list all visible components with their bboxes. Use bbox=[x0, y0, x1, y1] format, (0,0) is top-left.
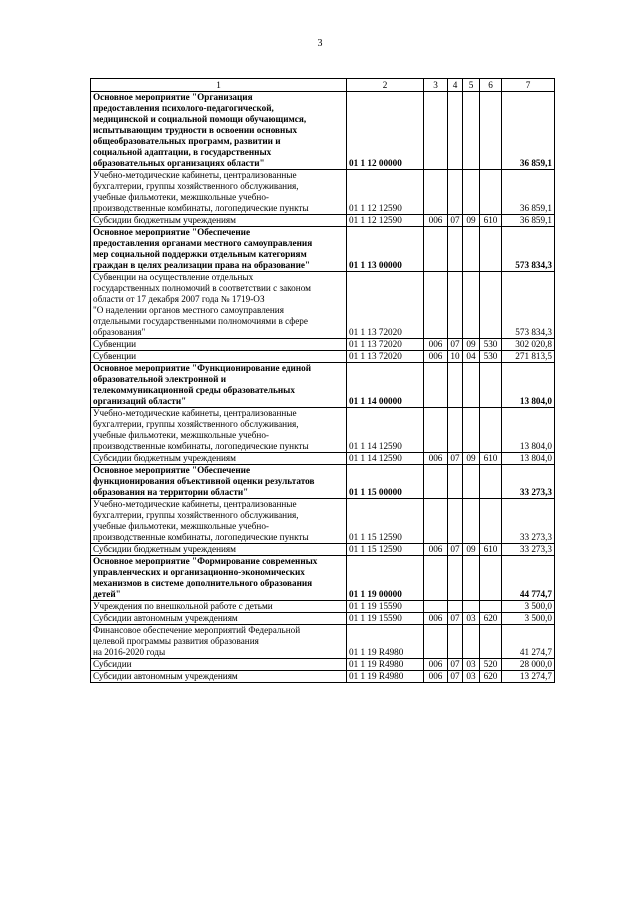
row-c3 bbox=[424, 625, 448, 659]
table-row bbox=[91, 227, 555, 272]
row-c6 bbox=[480, 601, 502, 613]
row-code: 01 1 13 72020 bbox=[347, 272, 424, 339]
header-cell: 1 bbox=[91, 79, 347, 92]
description-line: мер социальной поддержки отдельным категориям bbox=[93, 249, 307, 259]
row-amount: 13 804,0 bbox=[502, 453, 555, 465]
description-line: Субсидии бюджетным учреждениям bbox=[93, 544, 236, 554]
description-line: Учебно-методические кабинеты, централизованные bbox=[93, 408, 297, 418]
description-line: бухгалтерии, группы хозяйственного обслуживания, bbox=[93, 510, 299, 520]
row-c5: 03 bbox=[463, 659, 480, 671]
row-c4 bbox=[448, 170, 463, 215]
table-body bbox=[91, 92, 555, 683]
row-c3: 006 bbox=[424, 544, 448, 556]
row-c4 bbox=[448, 556, 463, 601]
description-line: Субвенции bbox=[93, 339, 137, 349]
row-c6 bbox=[480, 499, 502, 544]
row-c4 bbox=[448, 625, 463, 659]
row-code: 01 1 19 00000 bbox=[347, 556, 424, 601]
row-c5 bbox=[463, 272, 480, 339]
row-amount: 302 020,8 bbox=[502, 339, 555, 351]
row-description bbox=[91, 499, 347, 544]
row-c3 bbox=[424, 465, 448, 499]
row-c3 bbox=[424, 170, 448, 215]
page-number: 3 bbox=[317, 38, 323, 49]
row-c3 bbox=[424, 227, 448, 272]
table-row bbox=[91, 556, 555, 601]
row-amount: 33 273,3 bbox=[502, 499, 555, 544]
description-line: Учреждения по внешкольной работе с детьми bbox=[93, 601, 273, 611]
row-c4 bbox=[448, 499, 463, 544]
row-c5: 09 bbox=[463, 453, 480, 465]
row-amount: 3 500,0 bbox=[502, 601, 555, 613]
row-c4 bbox=[448, 227, 463, 272]
row-c5: 09 bbox=[463, 339, 480, 351]
row-c5 bbox=[463, 556, 480, 601]
description-line: области от 17 декабря 2007 года № 1719-ОЗ bbox=[93, 294, 265, 304]
row-code: 01 1 13 72020 bbox=[347, 351, 424, 363]
description-line: Субсидии бюджетным учреждениям bbox=[93, 215, 236, 225]
row-description bbox=[91, 227, 347, 272]
row-c6 bbox=[480, 272, 502, 339]
row-c5: 03 bbox=[463, 671, 480, 683]
row-description bbox=[91, 613, 347, 625]
description-line: Основное мероприятие "Обеспечение bbox=[93, 465, 251, 475]
table-row bbox=[91, 453, 555, 465]
description-line: общеобразовательных программ, развитии и bbox=[93, 136, 281, 146]
table-row bbox=[91, 408, 555, 453]
row-c5 bbox=[463, 227, 480, 272]
row-c4: 07 bbox=[448, 339, 463, 351]
row-description bbox=[91, 408, 347, 453]
row-c3: 006 bbox=[424, 215, 448, 227]
description-line: Субсидии автономным учреждениям bbox=[93, 671, 238, 681]
table-row bbox=[91, 544, 555, 556]
row-description bbox=[91, 625, 347, 659]
row-c6 bbox=[480, 465, 502, 499]
description-line: Основное мероприятие "Функционирование единой bbox=[93, 363, 312, 373]
row-c3 bbox=[424, 499, 448, 544]
description-line: образовательных организациях области" bbox=[93, 158, 265, 168]
description-line: бухгалтерии, группы хозяйственного обслуживания, bbox=[93, 419, 299, 429]
row-code: 01 1 13 72020 bbox=[347, 339, 424, 351]
description-line: Учебно-методические кабинеты, централизованные bbox=[93, 499, 297, 509]
header-row bbox=[91, 79, 555, 92]
row-description bbox=[91, 215, 347, 227]
row-description bbox=[91, 339, 347, 351]
description-line: производственные комбинаты, логопедические пункты bbox=[93, 203, 309, 213]
header-cell: 7 bbox=[502, 79, 555, 92]
row-amount: 33 273,3 bbox=[502, 544, 555, 556]
table-header bbox=[91, 79, 555, 92]
description-line: государственных полномочий в соответствии с законом bbox=[93, 283, 311, 293]
row-c4: 07 bbox=[448, 453, 463, 465]
table-row bbox=[91, 601, 555, 613]
row-c3: 006 bbox=[424, 613, 448, 625]
row-description bbox=[91, 601, 347, 613]
row-amount: 13 804,0 bbox=[502, 363, 555, 408]
row-amount: 271 813,5 bbox=[502, 351, 555, 363]
row-description bbox=[91, 92, 347, 170]
description-line: учебные фильмотеки, межшкольные учебно- bbox=[93, 192, 269, 202]
description-line: Субсидии бюджетным учреждениям bbox=[93, 453, 236, 463]
row-description bbox=[91, 556, 347, 601]
description-line: предоставления психолого-педагогической, bbox=[93, 103, 274, 113]
row-c3: 006 bbox=[424, 659, 448, 671]
description-line: Субсидии bbox=[93, 659, 132, 669]
row-c5 bbox=[463, 465, 480, 499]
description-line: Основное мероприятие "Организация bbox=[93, 92, 253, 102]
row-c3 bbox=[424, 272, 448, 339]
description-line: Субвенции на осуществление отдельных bbox=[93, 272, 254, 282]
row-c6: 610 bbox=[480, 453, 502, 465]
header-cell: 3 bbox=[424, 79, 448, 92]
row-code: 01 1 19 R4980 bbox=[347, 671, 424, 683]
row-description bbox=[91, 465, 347, 499]
description-line: учебные фильмотеки, межшкольные учебно- bbox=[93, 430, 269, 440]
row-description bbox=[91, 671, 347, 683]
row-code: 01 1 15 00000 bbox=[347, 465, 424, 499]
row-c3 bbox=[424, 556, 448, 601]
row-c6 bbox=[480, 227, 502, 272]
row-amount: 13 274,7 bbox=[502, 671, 555, 683]
header-cell: 4 bbox=[448, 79, 463, 92]
row-amount: 44 774,7 bbox=[502, 556, 555, 601]
row-c6 bbox=[480, 556, 502, 601]
row-c3: 006 bbox=[424, 339, 448, 351]
description-line: бухгалтерии, группы хозяйственного обслуживания, bbox=[93, 181, 299, 191]
header-cell: 2 bbox=[347, 79, 424, 92]
row-c5 bbox=[463, 408, 480, 453]
row-amount: 41 274,7 bbox=[502, 625, 555, 659]
row-c6 bbox=[480, 363, 502, 408]
row-amount: 36 859,1 bbox=[502, 170, 555, 215]
row-c4: 07 bbox=[448, 544, 463, 556]
row-c4: 10 bbox=[448, 351, 463, 363]
table-row bbox=[91, 170, 555, 215]
row-code: 01 1 19 15590 bbox=[347, 613, 424, 625]
description-line: телекоммуникационной среды образовательных bbox=[93, 385, 295, 395]
table-row bbox=[91, 613, 555, 625]
row-c5 bbox=[463, 499, 480, 544]
row-amount: 3 500,0 bbox=[502, 613, 555, 625]
table-row bbox=[91, 351, 555, 363]
row-amount: 28 000,0 bbox=[502, 659, 555, 671]
row-c3 bbox=[424, 363, 448, 408]
row-c3 bbox=[424, 408, 448, 453]
row-c4 bbox=[448, 272, 463, 339]
table-row bbox=[91, 659, 555, 671]
table-row bbox=[91, 272, 555, 339]
row-amount: 573 834,3 bbox=[502, 272, 555, 339]
row-c4: 07 bbox=[448, 659, 463, 671]
description-line: Основное мероприятие "Формирование современных bbox=[93, 556, 318, 566]
row-c6 bbox=[480, 92, 502, 170]
row-c5 bbox=[463, 363, 480, 408]
row-c6: 520 bbox=[480, 659, 502, 671]
row-c4: 07 bbox=[448, 613, 463, 625]
row-description bbox=[91, 351, 347, 363]
row-code: 01 1 13 00000 bbox=[347, 227, 424, 272]
row-description bbox=[91, 170, 347, 215]
row-description bbox=[91, 363, 347, 408]
row-c6: 610 bbox=[480, 544, 502, 556]
row-c6: 530 bbox=[480, 339, 502, 351]
row-c6: 620 bbox=[480, 613, 502, 625]
row-code: 01 1 14 12590 bbox=[347, 453, 424, 465]
row-c4 bbox=[448, 408, 463, 453]
row-c4 bbox=[448, 465, 463, 499]
row-c5 bbox=[463, 170, 480, 215]
row-c4 bbox=[448, 363, 463, 408]
description-line: социальной адаптации, в государственных bbox=[93, 147, 272, 157]
description-line: испытывающим трудности в освоении основных bbox=[93, 125, 298, 135]
row-c5 bbox=[463, 601, 480, 613]
row-description bbox=[91, 544, 347, 556]
description-line: на 2016-2020 годы bbox=[93, 647, 166, 657]
description-line: образования на территории области" bbox=[93, 487, 249, 497]
description-line: граждан в целях реализации права на образование" bbox=[93, 260, 311, 270]
row-description bbox=[91, 272, 347, 339]
row-amount: 36 859,1 bbox=[502, 215, 555, 227]
description-line: Финансовое обеспечение мероприятий Федеральной bbox=[93, 625, 301, 635]
row-amount: 33 273,3 bbox=[502, 465, 555, 499]
table-row bbox=[91, 339, 555, 351]
budget-table bbox=[90, 78, 555, 683]
row-c5: 03 bbox=[463, 613, 480, 625]
row-c3: 006 bbox=[424, 671, 448, 683]
table-row bbox=[91, 465, 555, 499]
row-c5: 09 bbox=[463, 215, 480, 227]
row-c4 bbox=[448, 92, 463, 170]
description-line: целевой программы развития образования bbox=[93, 636, 259, 646]
description-line: организаций области" bbox=[93, 396, 187, 406]
table-row bbox=[91, 671, 555, 683]
row-amount: 573 834,3 bbox=[502, 227, 555, 272]
row-code: 01 1 12 12590 bbox=[347, 215, 424, 227]
table-row bbox=[91, 499, 555, 544]
description-line: "О наделении органов местного самоуправления bbox=[93, 305, 284, 315]
description-line: производственные комбинаты, логопедические пункты bbox=[93, 441, 309, 451]
description-line: управленческих и организационно-экономических bbox=[93, 567, 305, 577]
row-c6 bbox=[480, 408, 502, 453]
row-c6: 610 bbox=[480, 215, 502, 227]
row-code: 01 1 19 15590 bbox=[347, 601, 424, 613]
row-c4: 07 bbox=[448, 215, 463, 227]
row-c5 bbox=[463, 625, 480, 659]
description-line: учебные фильмотеки, межшкольные учебно- bbox=[93, 521, 269, 531]
row-c5: 04 bbox=[463, 351, 480, 363]
row-code: 01 1 12 00000 bbox=[347, 92, 424, 170]
description-line: Учебно-методические кабинеты, централизованные bbox=[93, 170, 297, 180]
row-code: 01 1 15 12590 bbox=[347, 499, 424, 544]
table-row bbox=[91, 215, 555, 227]
row-code: 01 1 19 R4980 bbox=[347, 659, 424, 671]
description-line: детей" bbox=[93, 589, 121, 599]
row-amount: 36 859,1 bbox=[502, 92, 555, 170]
description-line: производственные комбинаты, логопедические пункты bbox=[93, 532, 309, 542]
description-line: образования" bbox=[93, 327, 146, 337]
row-code: 01 1 14 00000 bbox=[347, 363, 424, 408]
description-line: функционирования объективной оценки результатов bbox=[93, 476, 315, 486]
description-line: образовательной электронной и bbox=[93, 374, 227, 384]
row-amount: 13 804,0 bbox=[502, 408, 555, 453]
header-cell: 5 bbox=[463, 79, 480, 92]
table-row bbox=[91, 363, 555, 408]
row-c5: 09 bbox=[463, 544, 480, 556]
row-code: 01 1 12 12590 bbox=[347, 170, 424, 215]
row-code: 01 1 14 12590 bbox=[347, 408, 424, 453]
row-description bbox=[91, 453, 347, 465]
description-line: Основное мероприятие "Обеспечение bbox=[93, 227, 251, 237]
description-line: отдельными государственными полномочиями в сфере bbox=[93, 316, 308, 326]
row-c6 bbox=[480, 170, 502, 215]
row-description bbox=[91, 659, 347, 671]
table-row bbox=[91, 625, 555, 659]
description-line: Субсидии автономным учреждениям bbox=[93, 613, 238, 623]
row-c3: 006 bbox=[424, 351, 448, 363]
description-line: предоставления органами местного самоуправления bbox=[93, 238, 313, 248]
description-line: Субвенции bbox=[93, 351, 137, 361]
row-c5 bbox=[463, 92, 480, 170]
row-code: 01 1 19 R4980 bbox=[347, 625, 424, 659]
row-c4: 07 bbox=[448, 671, 463, 683]
row-c6: 530 bbox=[480, 351, 502, 363]
description-line: медицинской и социальной помощи обучающимся, bbox=[93, 114, 307, 124]
row-c6: 620 bbox=[480, 671, 502, 683]
header-cell: 6 bbox=[480, 79, 502, 92]
row-c3: 006 bbox=[424, 453, 448, 465]
row-code: 01 1 15 12590 bbox=[347, 544, 424, 556]
row-c4 bbox=[448, 601, 463, 613]
row-c3 bbox=[424, 601, 448, 613]
row-c6 bbox=[480, 625, 502, 659]
description-line: механизмов в системе дополнительного образования bbox=[93, 578, 313, 588]
row-c3 bbox=[424, 92, 448, 170]
table-row bbox=[91, 92, 555, 170]
